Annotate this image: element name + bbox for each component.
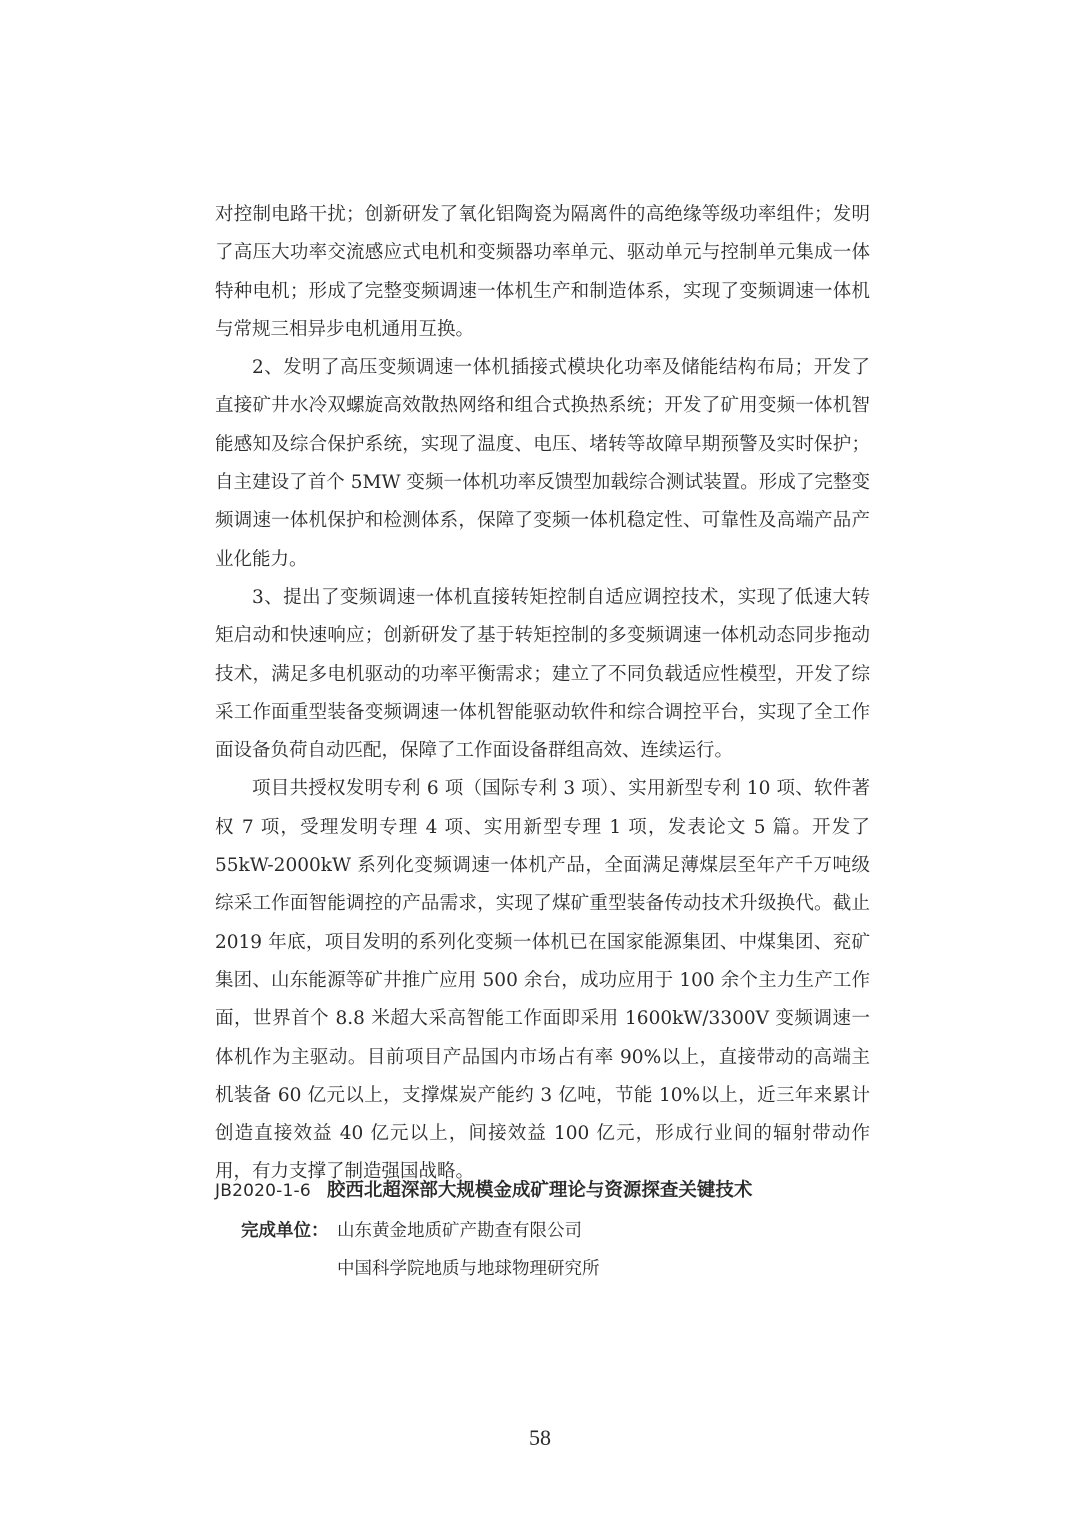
project-heading — [215, 1172, 870, 1210]
paragraph-item-3: 3、提出了变频调速一体机直接转矩控制自适应调控技术，实现了低速大转矩启动和快速响应；创新研发了基于转矩控制的多变频调速一体机动态同步拖动技术，满足多电机驱动的功率平衡需求；建立了不同负载适应性模型，开发了综采工作面重型装备变频调速一体机智能驱动软件和综合调控平台，实现了全工作面设备负荷自动匹配，保障了工作面设备群组高效、连续运行。 — [215, 586, 870, 762]
unit-row — [215, 1212, 870, 1250]
unit-row — [215, 1250, 870, 1288]
unit-name: 中国科学院地质与地球物理研究所 — [337, 1259, 600, 1279]
paragraph-summary: 项目共授权发明专利 6 项（国际专利 3 项）、实用新型专利 10 项、软件著权 7 项，受理发明专理 4 项、实用新型专理 1 项，发表论文 5 篇。开发了 55kW-2000kW 系列化变频调速一体机产品，全面满足薄煤层至年产千万吨级综采工作面智能调控的产品需求，实现了煤矿重型装备传动技术升级换代。截止 2019 年底，项目发明的系列化变频一体机已在国家能源集团、中煤集团、兖矿集团、山东能源等矿井推广应用 500 余台，成功应用于 100 余个主力生产工作面，世界首个 8.8 米超大采高智能工作面即采用 1600kW/3300V 变频调速一体机作为主驱动。目前项目产品国内市场占有率 90%以上，直接带动的高端主机装备 60 亿元以上，支撑煤炭产能约 3 亿吨，节能 10%以上，近三年来累计创造直接效益 40 亿元以上，间接效益 100 亿元，形成行业间的辐射带动作用，有力支撑了制造强国战略。 — [215, 778, 870, 1183]
paragraph-continued: 对控制电路干扰；创新研发了氧化铝陶瓷为隔离件的高绝缘等级功率组件；发明了高压大功率交流感应式电机和变频器功率单元、驱动单元与控制单元集成一体特种电机；形成了完整变频调速一体机生产和制造体系，实现了变频调速一体机与常规三相异步电机通用互换。 — [215, 204, 870, 340]
page-number: 58 — [529, 1425, 551, 1450]
project-code: JB2020-1-6 — [215, 1181, 311, 1201]
completion-units — [215, 1212, 870, 1288]
body-text — [215, 196, 870, 1192]
units-label: 完成单位： — [241, 1221, 329, 1241]
project-title: 胶西北超深部大规模金成矿理论与资源探查关键技术 — [326, 1180, 753, 1201]
unit-name: 山东黄金地质矿产勘查有限公司 — [337, 1221, 582, 1241]
paragraph-item-2: 2、发明了高压变频调速一体机插接式模块化功率及储能结构布局；开发了直接矿井水冷双螺旋高效散热网络和组合式换热系统；开发了矿用变频一体机智能感知及综合保护系统，实现了温度、电压、堵转等故障早期预警及实时保护；自主建设了首个 5MW 变频一体机功率反馈型加载综合测试装置。形成了完整变频调速一体机保护和检测体系，保障了变频一体机稳定性、可靠性及高端产品产业化能力。 — [215, 357, 870, 570]
project-section — [215, 1172, 870, 1288]
